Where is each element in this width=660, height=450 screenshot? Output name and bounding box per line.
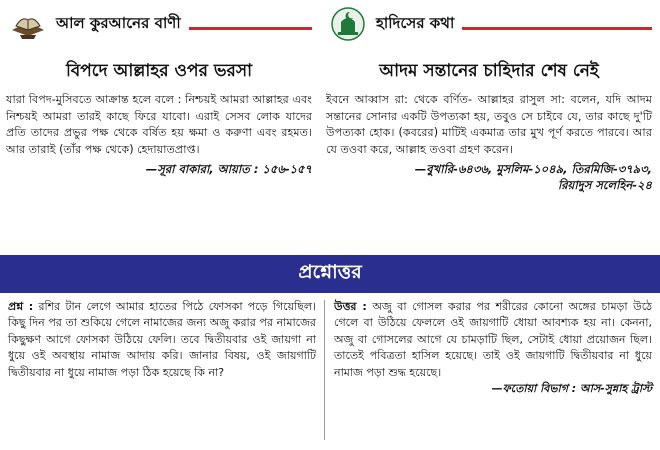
quran-section-title: আল কুরআনের বাণী [56,13,181,32]
question-label: প্রশ্ন : [8,300,34,313]
quran-header-rule [189,27,312,30]
hadith-section [326,4,652,193]
hadith-section-title: হাদিসের কথা [376,13,455,32]
answer-block [334,299,652,397]
hadith-body: ইবনে আব্বাস রা: থেকে বর্ণিত- আল্লাহর রাসুল সা: বলেন, যদি আদম সন্তানের সোনার একটি উপত্যকা হয়, তবুও সে চাইবে যে, তার কাছে দু'টি উপত্যকা হোক। (কবরের) মাটিই একমাত্র তার মুখ পূর্ণ করতে পারবে। আর যে তওবা করে, আল্লাহ তওবা গ্রহণ করেন। [326,93,652,156]
answer-source: —ফতোয়া বিভাগ : আস-সুন্নাহ ট্রাস্ট [491,382,652,396]
question-text: রশির টান লেগে আমার হাতের পিঠে ফোসকা পড়ে গিয়েছিল। কিছু দিন পর তা শুকিয়ে গেলে নামাজের জন্য অজু করার পর নামাজের কিছুক্ষণ আগে ফোসকা উঠিয়ে ফেলি। তবে দ্বিতীয়বার ওই জায়গা না ধুয়ে ওই অবস্থায় নামাজ আদায় করি। জানার বিষয়, ওই জায়গাটি দ্বিতীয়বার না ধুয়ে নামাজ পড়া ঠিক হয়েছে কি না? [8,300,316,379]
answer-text: অজু বা গোসল করার পর শরীরের কোনো অঙ্গের চামড়া উঠে গেলে বা উঠিয়ে ফেললে ওই জায়গাটি ধোয়া আবশ্যক হয় না। কেননা, অজু বা গোসলের আগে যে চামড়াটি ছিল, সেটাই ধোয়া প্রয়োজন ছিল। তাতেই পবিত্রতা হাসিল হয়েছে। তাই ওই জায়গাটি দ্বিতীয়বার না ধুয়ে নামাজ পড়া শুদ্ধ হয়েছে। [334,300,653,379]
qa-banner-title: প্রশ্নোত্তর [298,261,362,283]
mosque-crescent-icon [326,5,370,43]
hadith-source-line2: রিয়াদুস সলেহিন-২৪ [557,178,652,192]
qa-banner [0,255,660,293]
answer-label: উত্তর : [334,300,367,313]
hadith-source-line1: —বুখারি-৬৪৩৬, মুসলিম-১০৪৯, তিরমিজি-৩৭৯৩, [414,162,652,176]
quran-header [6,4,312,44]
hadith-article-title: আদম সন্তানের চাহিদার শেষ নেই [379,61,599,81]
qa-column-divider [324,300,325,440]
quran-section [6,4,312,177]
quran-source: —সূরা বাকারা, আয়াত : ১৫৬-১৫৭ [145,162,312,176]
hadith-header [326,4,652,44]
quran-body: যারা বিপদ-মুসিবতে আক্রান্ত হলে বলে : নিশ্চয়ই আমরা আল্লাহর এবং নিশ্চয়ই আমরা তারই কাছে ফিরে যাবো। এরাই সেসব লোক যাদের প্রতি তাদের প্রভুর পক্ষ থেকে বর্ষিত হয় ক্ষমা ও করুণা এবং রহমত। আর তারাই (তাঁর পক্ষ থেকে) হেদায়াতপ্রাপ্ত। [6,93,312,156]
quran-article-title: বিপদে আল্লাহর ওপর ভরসা [65,61,253,81]
question-block [8,299,316,381]
hadith-header-rule [462,27,652,30]
hadith-source [326,161,652,193]
quran-stand-icon [6,5,50,43]
